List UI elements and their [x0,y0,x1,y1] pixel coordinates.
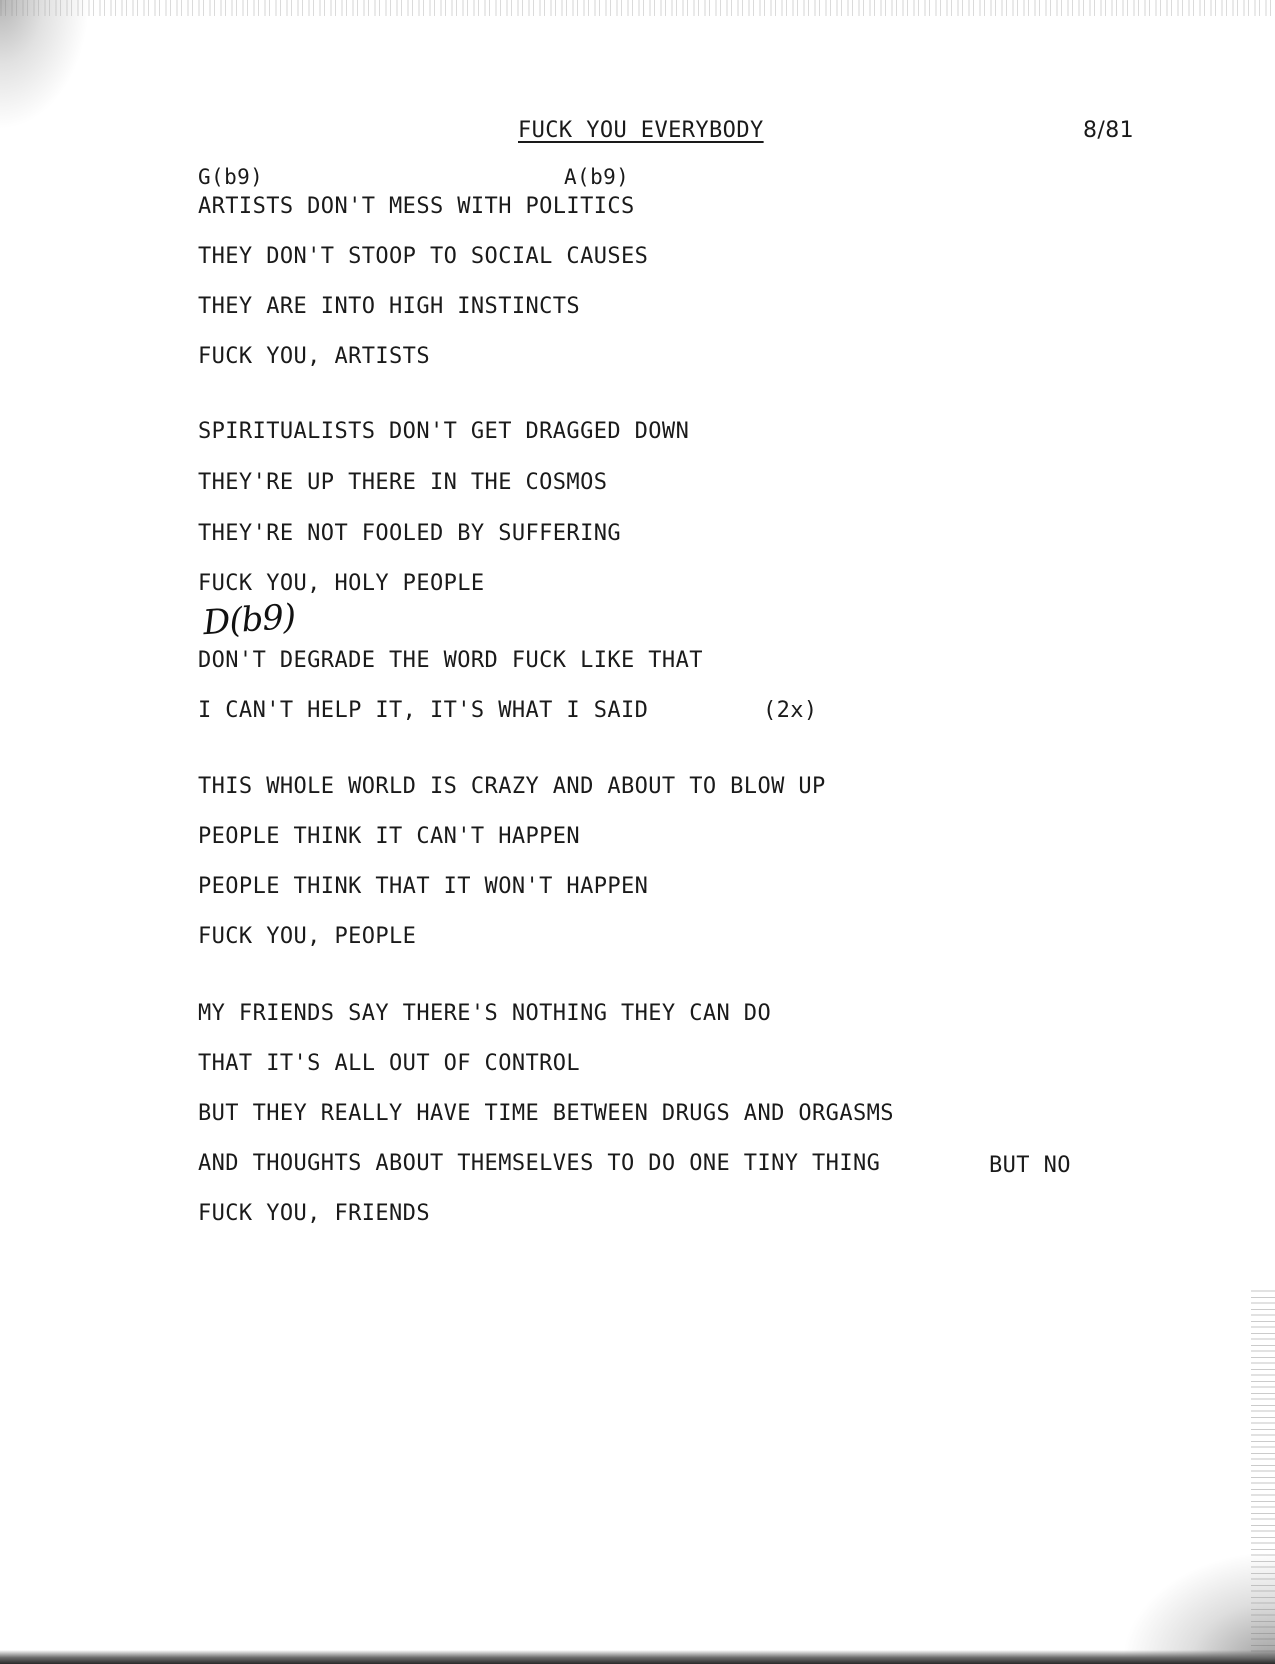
lyric-line-3: THEY ARE INTO HIGH INSTINCTS [198,294,581,319]
lyric-line-2: THEY DON'T STOOP TO SOCIAL CAUSES [198,244,649,269]
lyric-line-8: FUCK YOU, HOLY PEOPLE [198,571,485,596]
song-title: FUCK YOU EVERYBODY [518,118,764,143]
lyric-line-13: PEOPLE THINK THAT IT WON'T HAPPEN [198,874,649,899]
scan-smudge-bottom-right [1125,1554,1275,1664]
lyric-line-5: SPIRITUALISTS DON'T GET DRAGGED DOWN [198,419,690,444]
lyric-line-11: THIS WHOLE WORLD IS CRAZY AND ABOUT TO BLOW UP [198,774,826,799]
lyric-line-6: THEY'RE UP THERE IN THE COSMOS [198,470,608,495]
scan-edge-top [0,0,1275,16]
lyric-line-17: BUT THEY REALLY HAVE TIME BETWEEN DRUGS AND ORGASMS [198,1101,894,1126]
chord-g-b9: G(b9) [198,165,264,189]
lyric-line-12: PEOPLE THINK IT CAN'T HAPPEN [198,824,581,849]
scan-smudge-top-left [0,0,90,130]
lyric-line-1: ARTISTS DON'T MESS WITH POLITICS [198,194,635,219]
scan-edge-bottom [0,1650,1275,1664]
lyric-line-9: DON'T DEGRADE THE WORD FUCK LIKE THAT [198,648,703,673]
lyric-line-16: THAT IT'S ALL OUT OF CONTROL [198,1051,581,1076]
handwritten-chord-d-b9: D(b9) [201,596,297,644]
lyric-line-4: FUCK YOU, ARTISTS [198,344,430,369]
lyric-line-10: I CAN'T HELP IT, IT'S WHAT I SAID [198,698,649,723]
lyric-line-15: MY FRIENDS SAY THERE'S NOTHING THEY CAN DO [198,1001,772,1026]
lyric-line-19: FUCK YOU, FRIENDS [198,1201,430,1226]
lyric-line-18: AND THOUGHTS ABOUT THEMSELVES TO DO ONE TINY THING [198,1151,881,1176]
page-reference: 8/81 [1083,118,1135,143]
lyric-line-14: FUCK YOU, PEOPLE [198,924,417,949]
but-no-text: BUT NO [989,1153,1071,1178]
repeat-note: (2x) [763,698,818,723]
lyric-line-7: THEY'RE NOT FOOLED BY SUFFERING [198,521,621,546]
chord-a-b9: A(b9) [564,165,630,189]
